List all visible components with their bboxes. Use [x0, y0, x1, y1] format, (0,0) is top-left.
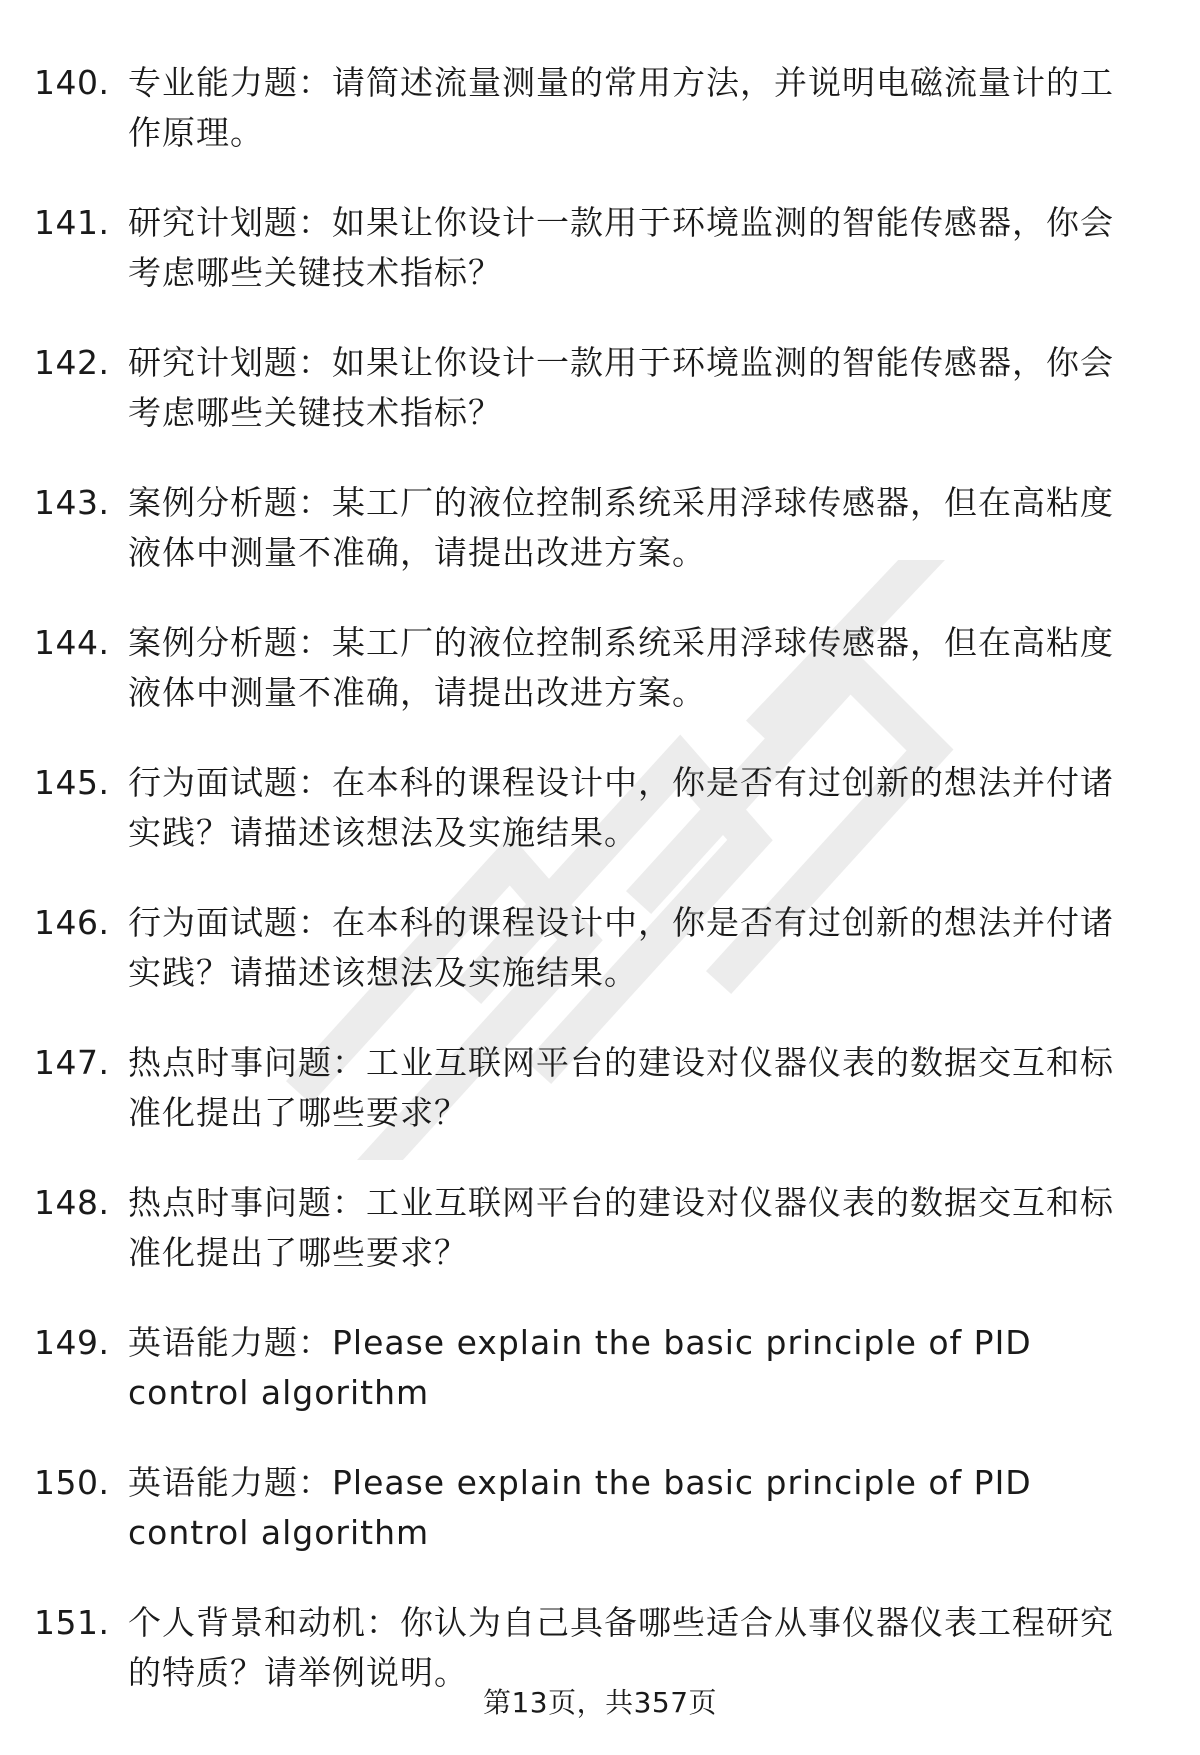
question-number: 140.	[34, 63, 110, 102]
question-list	[34, 58, 1154, 1738]
question-number: 144.	[34, 623, 110, 662]
question-text: 研究计划题：如果让你设计一款用于环境监测的智能传感器，你会考虑哪些关键技术指标？	[128, 343, 1114, 432]
question-item	[34, 338, 1154, 438]
question-item	[34, 58, 1154, 158]
question-item	[34, 758, 1154, 858]
question-number: 148.	[34, 1183, 110, 1222]
question-number: 150.	[34, 1463, 110, 1502]
question-item	[34, 1318, 1154, 1418]
question-text: 行为面试题：在本科的课程设计中，你是否有过创新的想法并付诸实践？请描述该想法及实施结果。	[128, 903, 1114, 992]
question-text: 热点时事问题：工业互联网平台的建设对仪器仪表的数据交互和标准化提出了哪些要求？	[128, 1043, 1114, 1132]
question-item	[34, 198, 1154, 298]
question-number: 142.	[34, 343, 110, 382]
question-item	[34, 1038, 1154, 1138]
question-text: 案例分析题：某工厂的液位控制系统采用浮球传感器，但在高粘度液体中测量不准确，请提出改进方案。	[128, 623, 1114, 712]
question-item	[34, 478, 1154, 578]
question-text: 研究计划题：如果让你设计一款用于环境监测的智能传感器，你会考虑哪些关键技术指标？	[128, 203, 1114, 292]
question-number: 143.	[34, 483, 110, 522]
question-number: 146.	[34, 903, 110, 942]
question-number: 151.	[34, 1603, 110, 1642]
question-text: 热点时事问题：工业互联网平台的建设对仪器仪表的数据交互和标准化提出了哪些要求？	[128, 1183, 1114, 1272]
question-number: 149.	[34, 1323, 110, 1362]
question-number: 147.	[34, 1043, 110, 1082]
question-text: 英语能力题：Please explain the basic principle of PID control algorithm	[128, 1463, 1032, 1552]
question-text: 专业能力题：请简述流量测量的常用方法，并说明电磁流量计的工作原理。	[128, 63, 1114, 152]
question-text: 英语能力题：Please explain the basic principle of PID control algorithm	[128, 1323, 1032, 1412]
question-number: 145.	[34, 763, 110, 802]
question-item	[34, 618, 1154, 718]
question-text: 案例分析题：某工厂的液位控制系统采用浮球传感器，但在高粘度液体中测量不准确，请提出改进方案。	[128, 483, 1114, 572]
question-text: 行为面试题：在本科的课程设计中，你是否有过创新的想法并付诸实践？请描述该想法及实施结果。	[128, 763, 1114, 852]
page-number-footer: 第13页，共357页	[482, 1686, 718, 1719]
question-item	[34, 898, 1154, 998]
question-text: 个人背景和动机：你认为自己具备哪些适合从事仪器仪表工程研究的特质？请举例说明。	[128, 1603, 1114, 1692]
question-item	[34, 1458, 1154, 1558]
question-item	[34, 1178, 1154, 1278]
question-number: 141.	[34, 203, 110, 242]
